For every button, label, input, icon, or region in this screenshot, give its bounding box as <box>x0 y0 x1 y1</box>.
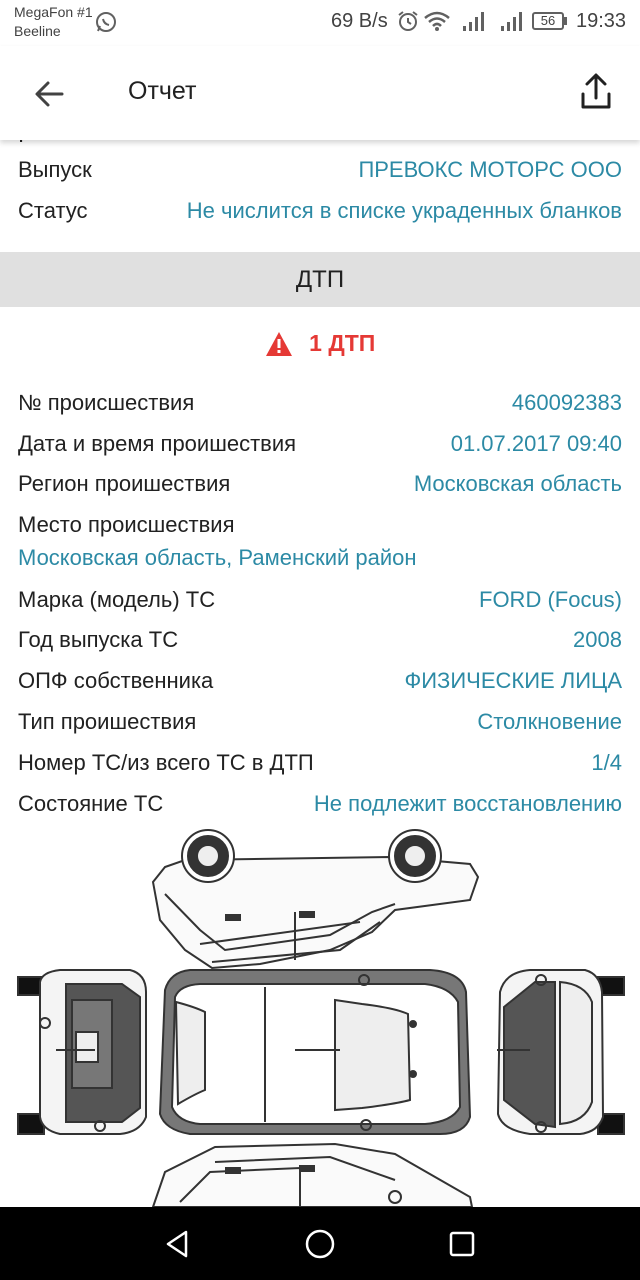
carrier-info <box>14 3 93 41</box>
row-accident-datetime <box>18 427 622 461</box>
section-header-dtp: ДТП <box>0 252 640 307</box>
wifi-icon <box>424 11 450 31</box>
nav-back-icon[interactable] <box>160 1227 194 1261</box>
signal-icon <box>462 11 486 31</box>
model-label: Марка (модель) ТС <box>18 587 216 612</box>
signal-icon-2 <box>500 11 524 31</box>
alarm-icon <box>397 10 419 32</box>
nav-recent-icon[interactable] <box>444 1226 480 1262</box>
row-status <box>18 194 622 228</box>
car-top-view <box>160 970 470 1134</box>
issuer-label: Выпуск <box>18 157 92 182</box>
accident-count <box>0 330 640 364</box>
year-label: Год выпуска ТС <box>18 627 179 652</box>
year-value: 2008 <box>573 627 622 652</box>
car-rear-view <box>18 970 146 1134</box>
row-year <box>18 623 622 657</box>
report-content[interactable] <box>0 140 640 1207</box>
car-side-view-bottom <box>153 1144 472 1207</box>
accident-type-label: Тип проишествия <box>18 709 197 734</box>
app-bar <box>0 46 640 140</box>
accident-place-label: Место происшествия <box>18 512 235 537</box>
accident-datetime-label: Дата и время проишествия <box>18 431 297 456</box>
row-accident-number <box>18 386 622 420</box>
status-value: Не числится в списке украденных бланков <box>186 198 622 223</box>
clock: 19:33 <box>576 10 627 32</box>
accident-region-value: Московская область <box>413 471 622 496</box>
accident-number-value: 460092383 <box>511 390 622 415</box>
accident-type-value: Столкновение <box>477 709 622 734</box>
vehicle-number-label: Номер ТС/из всего ТС в ДТП <box>18 750 314 775</box>
nav-home-icon[interactable] <box>302 1226 338 1262</box>
status-bar <box>0 0 640 46</box>
row-issuer <box>18 153 622 187</box>
issuer-value: ПРЕВОКС МОТОРС ООО <box>358 157 622 182</box>
carrier-2: Beeline <box>14 23 61 39</box>
owner-type-label: ОПФ собственника <box>18 668 214 693</box>
status-label: Статус <box>18 198 88 223</box>
whatsapp-icon <box>95 11 117 33</box>
accident-number-label: № происшествия <box>18 390 195 415</box>
row-owner-type <box>18 664 622 698</box>
vehicle-number-value: 1/4 <box>591 750 622 775</box>
carrier-1: MegaFon #1 <box>14 4 93 20</box>
navigation-bar <box>0 1207 640 1280</box>
car-front-view <box>497 970 624 1134</box>
arrow-left-icon <box>28 74 72 114</box>
back-button[interactable] <box>28 74 72 114</box>
accident-region-label: Регион проишествия <box>18 471 231 496</box>
condition-value: Не подлежит восстановлению <box>313 791 622 816</box>
row-accident-type <box>18 705 622 739</box>
accident-datetime-value: 01.07.2017 09:40 <box>450 431 622 456</box>
accident-place-value: Московская область, Раменский район <box>18 545 417 570</box>
warning-icon <box>265 331 293 357</box>
battery-icon: 56 <box>532 12 564 30</box>
car-damage-diagram <box>0 832 640 1207</box>
car-side-view-top <box>153 830 478 968</box>
share-button[interactable] <box>574 70 618 114</box>
row-model <box>18 583 622 617</box>
model-value: FORD (Focus) <box>479 587 622 612</box>
row-condition <box>18 787 622 821</box>
network-speed: 69 B/s <box>331 10 388 32</box>
row-vehicle-number <box>18 746 622 780</box>
row-accident-region <box>18 467 622 501</box>
condition-label: Состояние ТС <box>18 791 164 816</box>
accident-count-text: 1 ДТП <box>309 330 376 356</box>
battery-cap <box>564 17 567 25</box>
page-title: Отчет <box>128 77 197 105</box>
share-icon <box>574 70 618 114</box>
owner-type-value: ФИЗИЧЕСКИЕ ЛИЦА <box>404 668 622 693</box>
